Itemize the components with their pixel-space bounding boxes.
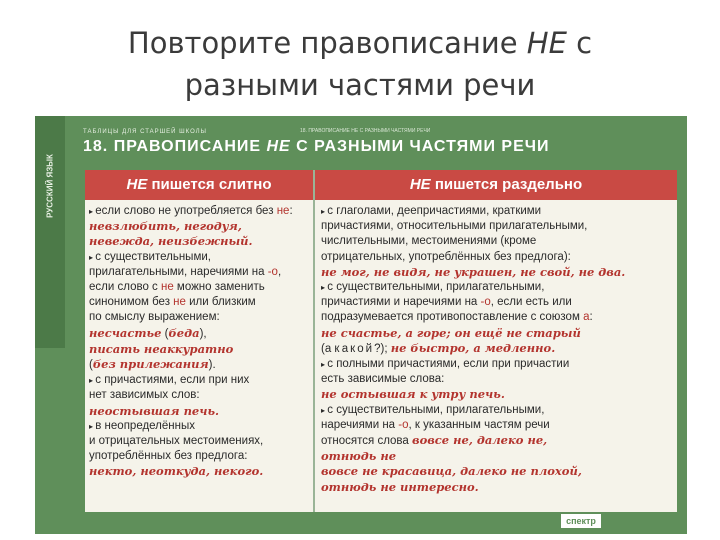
example: не остывшая к утру печь.	[321, 387, 505, 402]
publisher-logo: спектр	[561, 514, 601, 528]
example: вовсе не, далеко не,	[412, 433, 548, 448]
right-rule-1	[321, 204, 675, 219]
rule-text-spaced: какой	[334, 342, 375, 355]
bullet-icon: ▸	[321, 283, 328, 293]
left-rule-2	[89, 250, 313, 265]
right-column	[321, 204, 675, 495]
right-rule-4	[321, 403, 675, 418]
side-label: РУССКИЙ ЯЗЫК	[45, 154, 55, 218]
rule-text: с глаголами, деепричастиями, краткими	[327, 205, 542, 217]
example: не быстро, а медленно.	[390, 340, 556, 355]
rule-text: с причастиями, если при них	[95, 374, 250, 387]
rule-text: , к указанным частям речи	[408, 418, 550, 431]
rule-table	[85, 170, 677, 512]
rule-line: нет зависимых слов:	[89, 389, 200, 402]
example-line	[321, 341, 675, 357]
poster-top-right: 18. ПРАВОПИСАНИЕ НЕ С РАЗНЫМИ ЧАСТЯМИ РЕЧИ	[300, 128, 431, 134]
example: невзлюбить, негодуя,	[89, 219, 242, 234]
bullet-icon: ▸	[89, 421, 96, 431]
example: писать неаккуратно	[89, 341, 234, 356]
poster-side-strip	[35, 116, 65, 348]
left-column-header	[85, 170, 313, 200]
rule-text: прилагательными, наречиями на	[89, 265, 268, 278]
bullet-icon: ▸	[321, 405, 328, 415]
title-text: Повторите правописание	[127, 26, 527, 60]
example: невежда, неизбежный.	[89, 234, 253, 249]
title-line-1	[0, 22, 720, 64]
poster-series: ТАБЛИЦЫ ДЛЯ СТАРШЕЙ ШКОЛЫ	[83, 129, 207, 135]
headline-text-end: С РАЗНЫМИ ЧАСТЯМИ РЕЧИ	[290, 138, 550, 155]
title-text-end: с	[566, 26, 593, 60]
left-column	[89, 204, 313, 480]
slide-title	[0, 22, 720, 106]
example: не мог, не видя, не украшен, не свой, не два.	[321, 264, 626, 279]
rule-line: числительными, местоимениями (кроме	[321, 235, 537, 248]
rule-conj: а	[583, 311, 590, 324]
rule-text: относятся слова	[321, 435, 413, 448]
rule-text: если слово с	[89, 281, 161, 294]
right-head-ne: НЕ	[409, 176, 431, 193]
rule-line: прилагательными, наречиями на -о,	[89, 265, 282, 278]
rule-text: можно заменить	[173, 281, 265, 294]
left-rule-4	[89, 419, 313, 434]
right-rule-3	[321, 357, 675, 372]
rule-ne: не	[173, 296, 186, 309]
rule-line	[89, 280, 313, 295]
bullet-icon: ▸	[89, 252, 96, 262]
left-head-ne: НЕ	[126, 176, 148, 193]
rule-text: ?);	[374, 342, 391, 355]
title-ne: НЕ	[526, 26, 567, 60]
rule-text: или близким	[185, 296, 256, 309]
rule-line: есть зависимые слова:	[321, 373, 445, 386]
rule-text: если слово не употребляется без	[95, 205, 277, 217]
example: без прилежания	[92, 357, 209, 372]
right-rule-2	[321, 280, 675, 295]
bullet-icon: ▸	[89, 207, 96, 216]
example: беда	[168, 325, 200, 340]
headline-text: 18. ПРАВОПИСАНИЕ	[83, 138, 267, 155]
rule-text: причастиями и наречиями на	[321, 296, 481, 309]
rule-line	[321, 418, 675, 433]
rule-suffix: -о	[398, 418, 409, 431]
left-rule-3	[89, 373, 313, 388]
right-head-text: пишется раздельно	[430, 176, 583, 193]
rule-line: подразумевается противопоставление с союзом а:	[321, 311, 593, 324]
rule-ne: не	[276, 205, 290, 217]
column-divider	[313, 170, 315, 512]
left-rule-1	[89, 204, 313, 219]
rule-text: наречиями на	[321, 418, 399, 431]
rule-text: с полными причастиями, если при причастии	[327, 358, 570, 371]
rule-line: употреблённых без предлога:	[89, 450, 248, 463]
poster-headline	[83, 138, 550, 156]
rule-text: с существительными, прилагательными,	[327, 281, 545, 294]
example: не счастье, а горе; он ещё не старый	[321, 325, 581, 340]
rule-line	[321, 295, 675, 310]
rule-line: и отрицательных местоимениях,	[89, 435, 264, 448]
rule-text: в неопределённых	[95, 419, 196, 432]
rule-text: синонимом без	[89, 296, 174, 309]
rule-suffix: -о	[267, 265, 278, 278]
bullet-icon: ▸	[321, 360, 328, 370]
rule-line: по смыслу выражением:	[89, 311, 220, 324]
rule-line: отрицательных, употреблённых без предлога):	[321, 250, 571, 263]
example: отнюдь не	[321, 449, 397, 464]
bullet-icon: ▸	[89, 376, 96, 386]
example-line: несчастье (беда),	[89, 325, 207, 340]
example: вовсе не красавица, далеко не плохой,	[321, 464, 582, 479]
example: неостывшая печь.	[89, 403, 220, 418]
rule-ne: не	[160, 281, 174, 294]
title-line-2: разными частями речи	[184, 68, 536, 102]
example: несчастье	[89, 325, 162, 340]
example-line: (без прилежания).	[89, 357, 216, 372]
rule-text: с существительными, прилагательными,	[327, 403, 545, 416]
rule-line	[321, 433, 675, 449]
rule-line	[89, 295, 313, 310]
rule-text: подразумевается противопоставление с союзом	[321, 311, 584, 324]
left-head-text: пишется слитно	[147, 176, 272, 193]
example: некто, неоткуда, некого.	[89, 464, 264, 479]
rule-text: (а	[321, 342, 335, 355]
bullet-icon: ▸	[321, 207, 328, 216]
rule-text: с существительными,	[95, 250, 211, 263]
rule-text: , если есть или	[490, 296, 572, 309]
poster-image	[35, 116, 687, 534]
headline-ne: НЕ	[266, 138, 291, 155]
right-column-header	[315, 170, 677, 200]
example: отнюдь не интересно.	[321, 479, 479, 494]
rule-text: :	[289, 205, 293, 217]
rule-suffix: -о	[480, 296, 491, 309]
rule-line: причастиями, относительными прилагательными,	[321, 220, 588, 233]
